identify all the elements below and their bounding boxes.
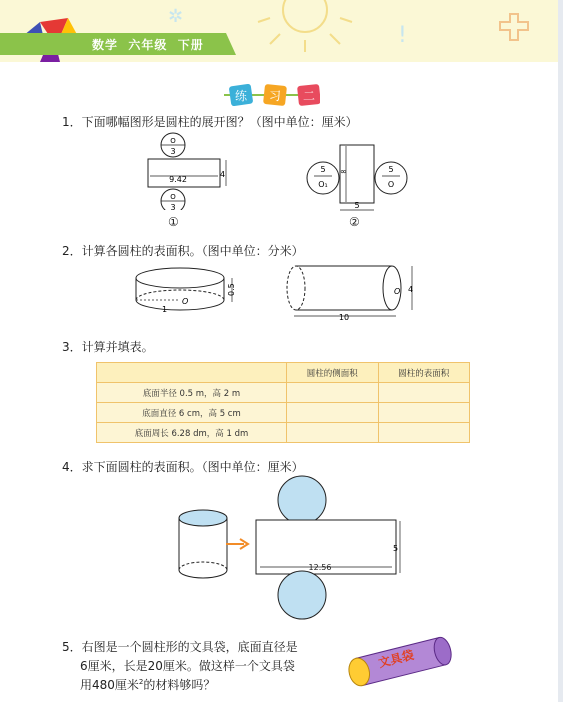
question-5-line-3: 用480厘米$^2$的材料够吗？ bbox=[80, 678, 216, 692]
table-row bbox=[97, 403, 470, 423]
svg-text:∞: ∞ bbox=[340, 167, 347, 176]
table-row bbox=[97, 423, 470, 443]
svg-text:O: O bbox=[394, 287, 401, 296]
svg-text:O: O bbox=[182, 297, 189, 306]
table-cell: 底面直径 6 cm，高 5 cm bbox=[97, 403, 287, 423]
table-cell[interactable] bbox=[287, 423, 378, 443]
svg-text:习: 习 bbox=[268, 89, 282, 103]
sun-rays-icon bbox=[258, 18, 352, 52]
q2-figure-a bbox=[132, 262, 242, 320]
table-cell[interactable] bbox=[378, 403, 470, 423]
question-3: 3．计算并填表。 bbox=[62, 340, 154, 354]
svg-text:9.42: 9.42 bbox=[169, 175, 187, 184]
table-cell[interactable] bbox=[378, 383, 470, 403]
svg-text:5: 5 bbox=[320, 165, 326, 174]
exercise-title bbox=[220, 84, 320, 106]
svg-text:10: 10 bbox=[338, 313, 350, 322]
svg-text:4: 4 bbox=[220, 170, 226, 179]
table-cell[interactable] bbox=[378, 423, 470, 443]
table-header-row bbox=[97, 363, 470, 383]
table-header-cell bbox=[97, 363, 287, 383]
q1-figure-2 bbox=[300, 140, 410, 215]
table-header-cell: 圆柱的侧面积 bbox=[287, 363, 378, 383]
plus-icon bbox=[500, 14, 528, 40]
question-4: 4．求下面圆柱的表面积。（图中单位：厘米） bbox=[62, 460, 304, 474]
question-1: 1．下面哪幅图形是圆柱的展开图？（图中单位：厘米） bbox=[62, 115, 358, 129]
table-row bbox=[97, 383, 470, 403]
q4-net bbox=[250, 475, 410, 625]
page-edge bbox=[558, 0, 563, 702]
q1-label-2: ② bbox=[349, 215, 360, 229]
svg-text:0.5: 0.5 bbox=[227, 283, 236, 296]
svg-text:5: 5 bbox=[393, 544, 399, 553]
table-cell[interactable] bbox=[287, 383, 378, 403]
question-2: 2．计算各圆柱的表面积。（图中单位：分米） bbox=[62, 244, 304, 258]
svg-text:1: 1 bbox=[162, 305, 168, 314]
table-header-cell: 圆柱的表面积 bbox=[378, 363, 470, 383]
svg-text:二: 二 bbox=[302, 89, 316, 103]
svg-text:O: O bbox=[387, 180, 395, 189]
table-cell[interactable] bbox=[287, 403, 378, 423]
q3-table bbox=[96, 362, 470, 443]
svg-text:O: O bbox=[170, 193, 176, 201]
arrow-right-icon bbox=[226, 538, 252, 550]
svg-text:3: 3 bbox=[170, 203, 176, 210]
svg-text:O₁: O₁ bbox=[318, 180, 328, 189]
sun-icon bbox=[283, 0, 327, 32]
question-5-line-2: 6厘米，长是20厘米。做这样一个文具袋 bbox=[80, 659, 295, 673]
exclaim-icon: ! bbox=[398, 23, 407, 48]
pencil-bag-label: 文具袋 bbox=[376, 647, 416, 671]
svg-text:5: 5 bbox=[354, 201, 360, 210]
q2-figure-b bbox=[282, 262, 432, 324]
svg-text:O: O bbox=[170, 137, 176, 145]
header-title: 数学 六年级 下册 bbox=[92, 38, 204, 52]
table-cell: 底面半径 0.5 m，高 2 m bbox=[97, 383, 287, 403]
svg-text:3: 3 bbox=[170, 147, 176, 156]
sparkle-icon: ✲ bbox=[168, 6, 184, 27]
svg-text:练: 练 bbox=[234, 89, 248, 103]
svg-text:12.56: 12.56 bbox=[308, 563, 332, 572]
table-cell: 底面周长 6.28 dm，高 1 dm bbox=[97, 423, 287, 443]
q1-label-1: ① bbox=[168, 215, 179, 229]
svg-text:5: 5 bbox=[388, 165, 394, 174]
question-5-line-1: 5．右图是一个圆柱形的文具袋，底面直径是 bbox=[62, 640, 298, 654]
q1-figure-1 bbox=[130, 130, 240, 210]
svg-text:4: 4 bbox=[408, 285, 414, 294]
